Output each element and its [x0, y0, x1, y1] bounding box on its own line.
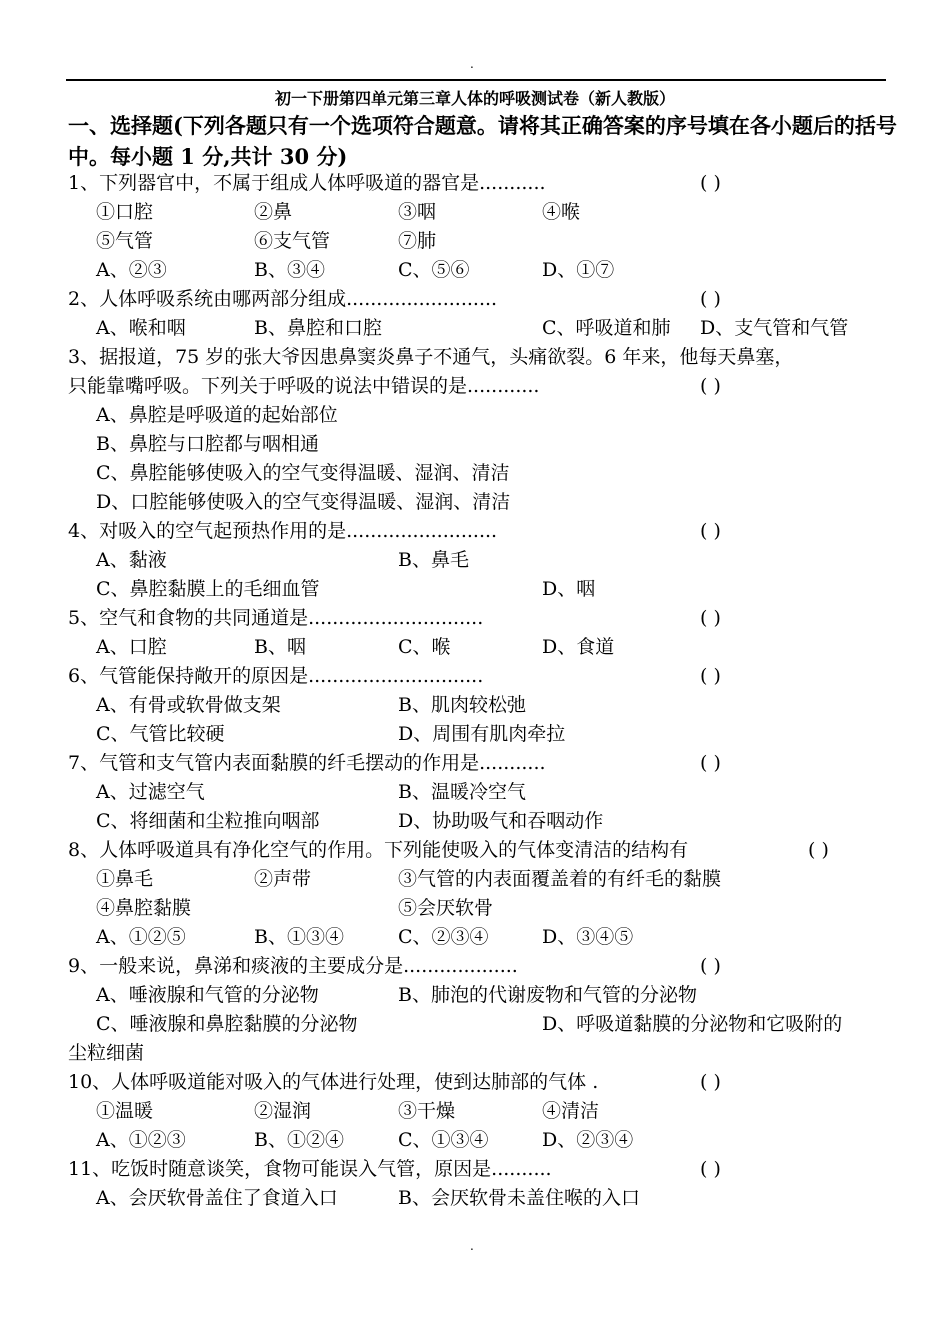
option-d[interactable]: D、周围有肌肉牵拉 — [398, 723, 566, 745]
option-c[interactable]: C、鼻腔黏膜上的毛细血管 — [96, 578, 320, 600]
question-3-line1: 3、据报道，75 岁的张大爷因患鼻窦炎鼻子不通气，头痛欲裂。6 年来，他每天鼻塞， — [68, 346, 794, 368]
page-title: 初一下册第四单元第三章人体的呼吸测试卷（新人教版） — [274, 89, 675, 108]
option-d[interactable]: D、口腔能够使吸入的空气变得温暖、湿润、清洁 — [96, 491, 511, 513]
question-10 — [68, 1068, 721, 1097]
option-b[interactable]: B、①②④ — [254, 1129, 344, 1151]
option-b[interactable]: B、温暖冷空气 — [398, 781, 526, 803]
option-a[interactable]: A、喉和咽 — [96, 317, 186, 339]
question-stem: 6、气管能保持敞开的原因是............................. — [68, 665, 484, 687]
option-a[interactable]: A、有骨或软骨做支架 — [96, 694, 281, 716]
header-rule — [66, 79, 886, 81]
option-d[interactable]: D、呼吸道黏膜的分泌物和它吸附的 — [542, 1013, 843, 1035]
option-d[interactable]: D、③④⑤ — [542, 926, 634, 948]
option-a[interactable]: A、②③ — [96, 259, 167, 281]
option-b[interactable]: B、鼻腔与口腔都与咽相通 — [96, 433, 319, 455]
item: ⑤气管 — [96, 230, 154, 252]
option-a[interactable]: A、①②③ — [96, 1129, 186, 1151]
option-d[interactable]: D、协助吸气和吞咽动作 — [398, 810, 604, 832]
item: ②声带 — [254, 868, 312, 890]
option-d[interactable]: D、支气管和气管 — [700, 317, 849, 339]
question-stem: 2、人体呼吸系统由哪两部分组成......................... — [68, 288, 498, 310]
option-c[interactable]: C、②③④ — [398, 926, 489, 948]
item: ①温暖 — [96, 1100, 154, 1122]
item: ②湿润 — [254, 1100, 312, 1122]
option-d[interactable]: D、食道 — [542, 636, 615, 658]
answer-blank[interactable]: ( ) — [700, 1158, 721, 1180]
option-d[interactable]: D、咽 — [542, 578, 596, 600]
answer-blank[interactable]: ( ) — [700, 955, 721, 977]
option-b[interactable]: B、①③④ — [254, 926, 344, 948]
item: ⑤会厌软骨 — [398, 897, 494, 919]
question-stem: 5、空气和食物的共同通道是............................. — [68, 607, 484, 629]
item: ②鼻 — [254, 201, 293, 223]
answer-blank[interactable]: ( ) — [700, 752, 721, 774]
item: ③咽 — [398, 201, 437, 223]
question-stem: 11、吃饭时随意谈笑，食物可能误入气管，原因是.......... — [68, 1158, 552, 1180]
option-b[interactable]: B、③④ — [254, 259, 325, 281]
option-b[interactable]: B、咽 — [254, 636, 306, 658]
option-b[interactable]: B、肌肉较松弛 — [398, 694, 526, 716]
option-c[interactable]: C、鼻腔能够使吸入的空气变得温暖、湿润、清洁 — [96, 462, 510, 484]
question-stem: 7、气管和支气管内表面黏膜的纤毛摆动的作用是........... — [68, 752, 546, 774]
item: ①口腔 — [96, 201, 154, 223]
header-dot: . — [470, 57, 474, 71]
option-d[interactable]: D、②③④ — [542, 1129, 634, 1151]
option-a[interactable]: A、口腔 — [96, 636, 167, 658]
question-2 — [68, 285, 721, 314]
answer-blank[interactable]: ( ) — [700, 288, 721, 310]
question-5 — [68, 604, 721, 633]
item: ④鼻腔黏膜 — [96, 897, 192, 919]
option-b[interactable]: B、会厌软骨未盖住喉的入口 — [398, 1187, 640, 1209]
answer-blank[interactable]: ( ) — [808, 839, 829, 861]
item: ④清洁 — [542, 1100, 600, 1122]
question-stem: 4、对吸入的空气起预热作用的是......................... — [68, 520, 498, 542]
item: ⑦肺 — [398, 230, 437, 252]
item: ①鼻毛 — [96, 868, 154, 890]
option-c[interactable]: C、喉 — [398, 636, 451, 658]
option-a[interactable]: A、唾液腺和气管的分泌物 — [96, 984, 319, 1006]
question-stem: 9、一般来说，鼻涕和痰液的主要成分是................... — [68, 955, 518, 977]
option-a[interactable]: A、会厌软骨盖住了食道入口 — [96, 1187, 338, 1209]
question-stem: 10、人体呼吸道能对吸入的气体进行处理，使到达肺部的气体 . — [68, 1071, 599, 1093]
question-1 — [68, 169, 721, 198]
answer-blank[interactable]: ( ) — [700, 1071, 721, 1093]
option-c[interactable]: C、呼吸道和肺 — [542, 317, 671, 339]
option-c[interactable]: C、将细菌和尘粒推向咽部 — [96, 810, 320, 832]
option-d[interactable]: D、①⑦ — [542, 259, 615, 281]
option-a[interactable]: A、①②⑤ — [96, 926, 186, 948]
option-c[interactable]: C、唾液腺和鼻腔黏膜的分泌物 — [96, 1013, 358, 1035]
option-a[interactable]: A、过滤空气 — [96, 781, 205, 803]
question-3-line2 — [68, 372, 721, 401]
option-b[interactable]: B、鼻腔和口腔 — [254, 317, 382, 339]
footer-dot: . — [470, 1239, 474, 1253]
answer-blank[interactable]: ( ) — [700, 172, 721, 194]
option-c[interactable]: C、⑤⑥ — [398, 259, 470, 281]
q9-option-d-continued: 尘粒细菌 — [68, 1042, 145, 1064]
option-b[interactable]: B、鼻毛 — [398, 549, 469, 571]
section-heading: 一、选择题(下列各题只有一个选项符合题意。请将其正确答案的序号填在各小题后的括号中。每小题 1 分,共计 30 分) — [68, 113, 897, 169]
question-6 — [68, 662, 721, 691]
answer-blank[interactable]: ( ) — [700, 607, 721, 629]
question-11 — [68, 1155, 721, 1184]
answer-blank[interactable]: ( ) — [700, 520, 721, 542]
question-4 — [68, 517, 721, 546]
option-a[interactable]: A、鼻腔是呼吸道的起始部位 — [96, 404, 338, 426]
option-a[interactable]: A、黏液 — [96, 549, 167, 571]
item: ③气管的内表面覆盖着的有纤毛的黏膜 — [398, 868, 722, 890]
question-stem: 1、下列器官中，不属于组成人体呼吸道的器官是........... — [68, 172, 546, 194]
item: ③干燥 — [398, 1100, 456, 1122]
option-c[interactable]: C、①③④ — [398, 1129, 489, 1151]
question-stem: 只能靠嘴呼吸。下列关于呼吸的说法中错误的是............ — [68, 375, 540, 397]
item: ⑥支气管 — [254, 230, 331, 252]
question-9 — [68, 952, 721, 981]
answer-blank[interactable]: ( ) — [700, 665, 721, 687]
question-8 — [68, 836, 829, 865]
answer-blank[interactable]: ( ) — [700, 375, 721, 397]
question-7 — [68, 749, 721, 778]
question-stem: 8、人体呼吸道具有净化空气的作用。下列能使吸入的气体变清洁的结构有 — [68, 839, 689, 861]
option-c[interactable]: C、气管比较硬 — [96, 723, 225, 745]
option-b[interactable]: B、肺泡的代谢废物和气管的分泌物 — [398, 984, 697, 1006]
item: ④喉 — [542, 201, 581, 223]
